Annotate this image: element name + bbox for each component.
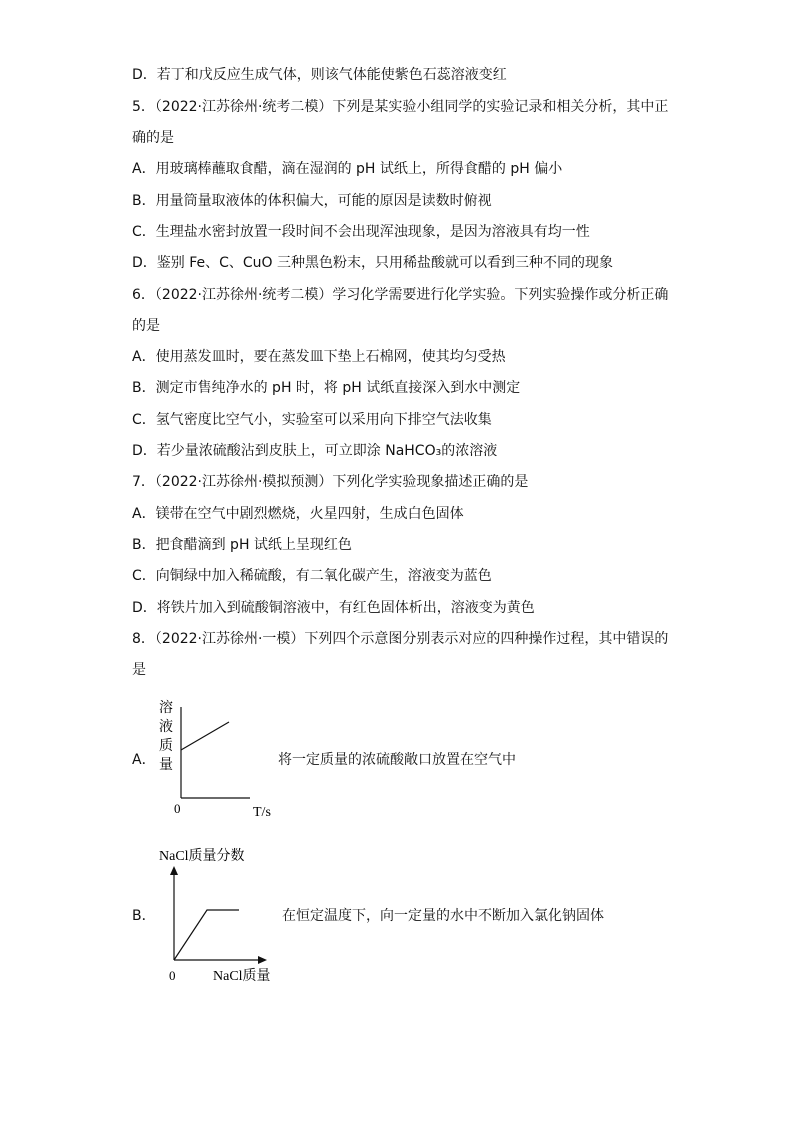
figure-b-origin: 0 [169, 968, 176, 983]
q5-option-b: B．用量筒量取液体的体积偏大，可能的原因是读数时俯视 [132, 193, 492, 209]
figure-a-ylabel-2: 液 [159, 719, 173, 735]
q6-option-d: D．若少量浓硫酸沾到皮肤上，可立即涂 NaHCO₃的浓溶液 [132, 443, 498, 459]
figure-b-ylabel: NaCl质量分数 [159, 849, 245, 864]
figure-a-graph [150, 695, 285, 820]
q5-option-d: D．鉴别 Fe、C、CuO 三种黑色粉末，只用稀盐酸就可以看到三种不同的现象 [132, 255, 614, 271]
figure-a-origin: 0 [174, 801, 181, 816]
figure-b-label: B． [132, 908, 156, 924]
figure-a-ylabel-1: 溶 [159, 700, 173, 716]
question-5-stem: 5．（2022·江苏徐州·统考二模）下列是某实验小组同学的实验记录和相关分析，其中正 [132, 99, 669, 115]
q5-option-c: C．生理盐水密封放置一段时间不会出现浑浊现象，是因为溶液具有均一性 [132, 224, 590, 240]
option-d-q4: D．若丁和戊反应生成气体，则该气体能使紫色石蕊溶液变红 [132, 67, 507, 83]
q7-option-b: B．把食醋滴到 pH 试纸上呈现红色 [132, 537, 352, 553]
figure-b-description: 在恒定温度下，向一定量的水中不断加入氯化钠固体 [282, 908, 604, 924]
question-8-stem-cont: 是 [132, 662, 146, 678]
figure-a-xlabel: T/s [253, 805, 271, 820]
question-6-stem-cont: 的是 [132, 318, 160, 334]
q7-option-c: C．向铜绿中加入稀硫酸，有二氧化碳产生，溶液变为蓝色 [132, 568, 492, 584]
figure-b-y-arrow [170, 866, 178, 875]
q5-option-a: A．用玻璃棒蘸取食醋，滴在湿润的 pH 试纸上，所得食醋的 pH 偏小 [132, 161, 563, 177]
figure-a-curve [181, 722, 229, 750]
question-7-stem: 7．（2022·江苏徐州·模拟预测）下列化学实验现象描述正确的是 [132, 474, 529, 490]
q6-option-c: C．氢气密度比空气小，实验室可以采用向下排空气法收集 [132, 412, 492, 428]
q6-option-b: B．测定市售纯净水的 pH 时，将 pH 试纸直接深入到水中测定 [132, 380, 521, 396]
question-6-stem: 6．（2022·江苏徐州·统考二模）学习化学需要进行化学实验。下列实验操作或分析正确 [132, 287, 669, 303]
q7-option-d: D．将铁片加入到硫酸铜溶液中，有红色固体析出，溶液变为黄色 [132, 600, 535, 616]
figure-b-x-arrow [258, 956, 267, 964]
question-5-stem-cont: 确的是 [132, 130, 174, 146]
figure-a-ylabel-4: 量 [159, 757, 173, 773]
figure-b-graph [150, 840, 290, 990]
q6-option-a: A．使用蒸发皿时，要在蒸发皿下垫上石棉网，使其均匀受热 [132, 349, 506, 365]
figure-a-description: 将一定质量的浓硫酸敞口放置在空气中 [278, 752, 516, 768]
q7-option-a: A．镁带在空气中剧烈燃烧，火星四射，生成白色固体 [132, 506, 464, 522]
figure-b-curve [174, 910, 239, 960]
figure-a-ylabel-3: 质 [159, 738, 173, 754]
figure-a-label: A． [132, 752, 156, 768]
question-8-stem: 8．（2022·江苏徐州·一模）下列四个示意图分别表示对应的四种操作过程，其中错误的 [132, 631, 669, 647]
figure-b-xlabel: NaCl质量 [213, 969, 271, 984]
